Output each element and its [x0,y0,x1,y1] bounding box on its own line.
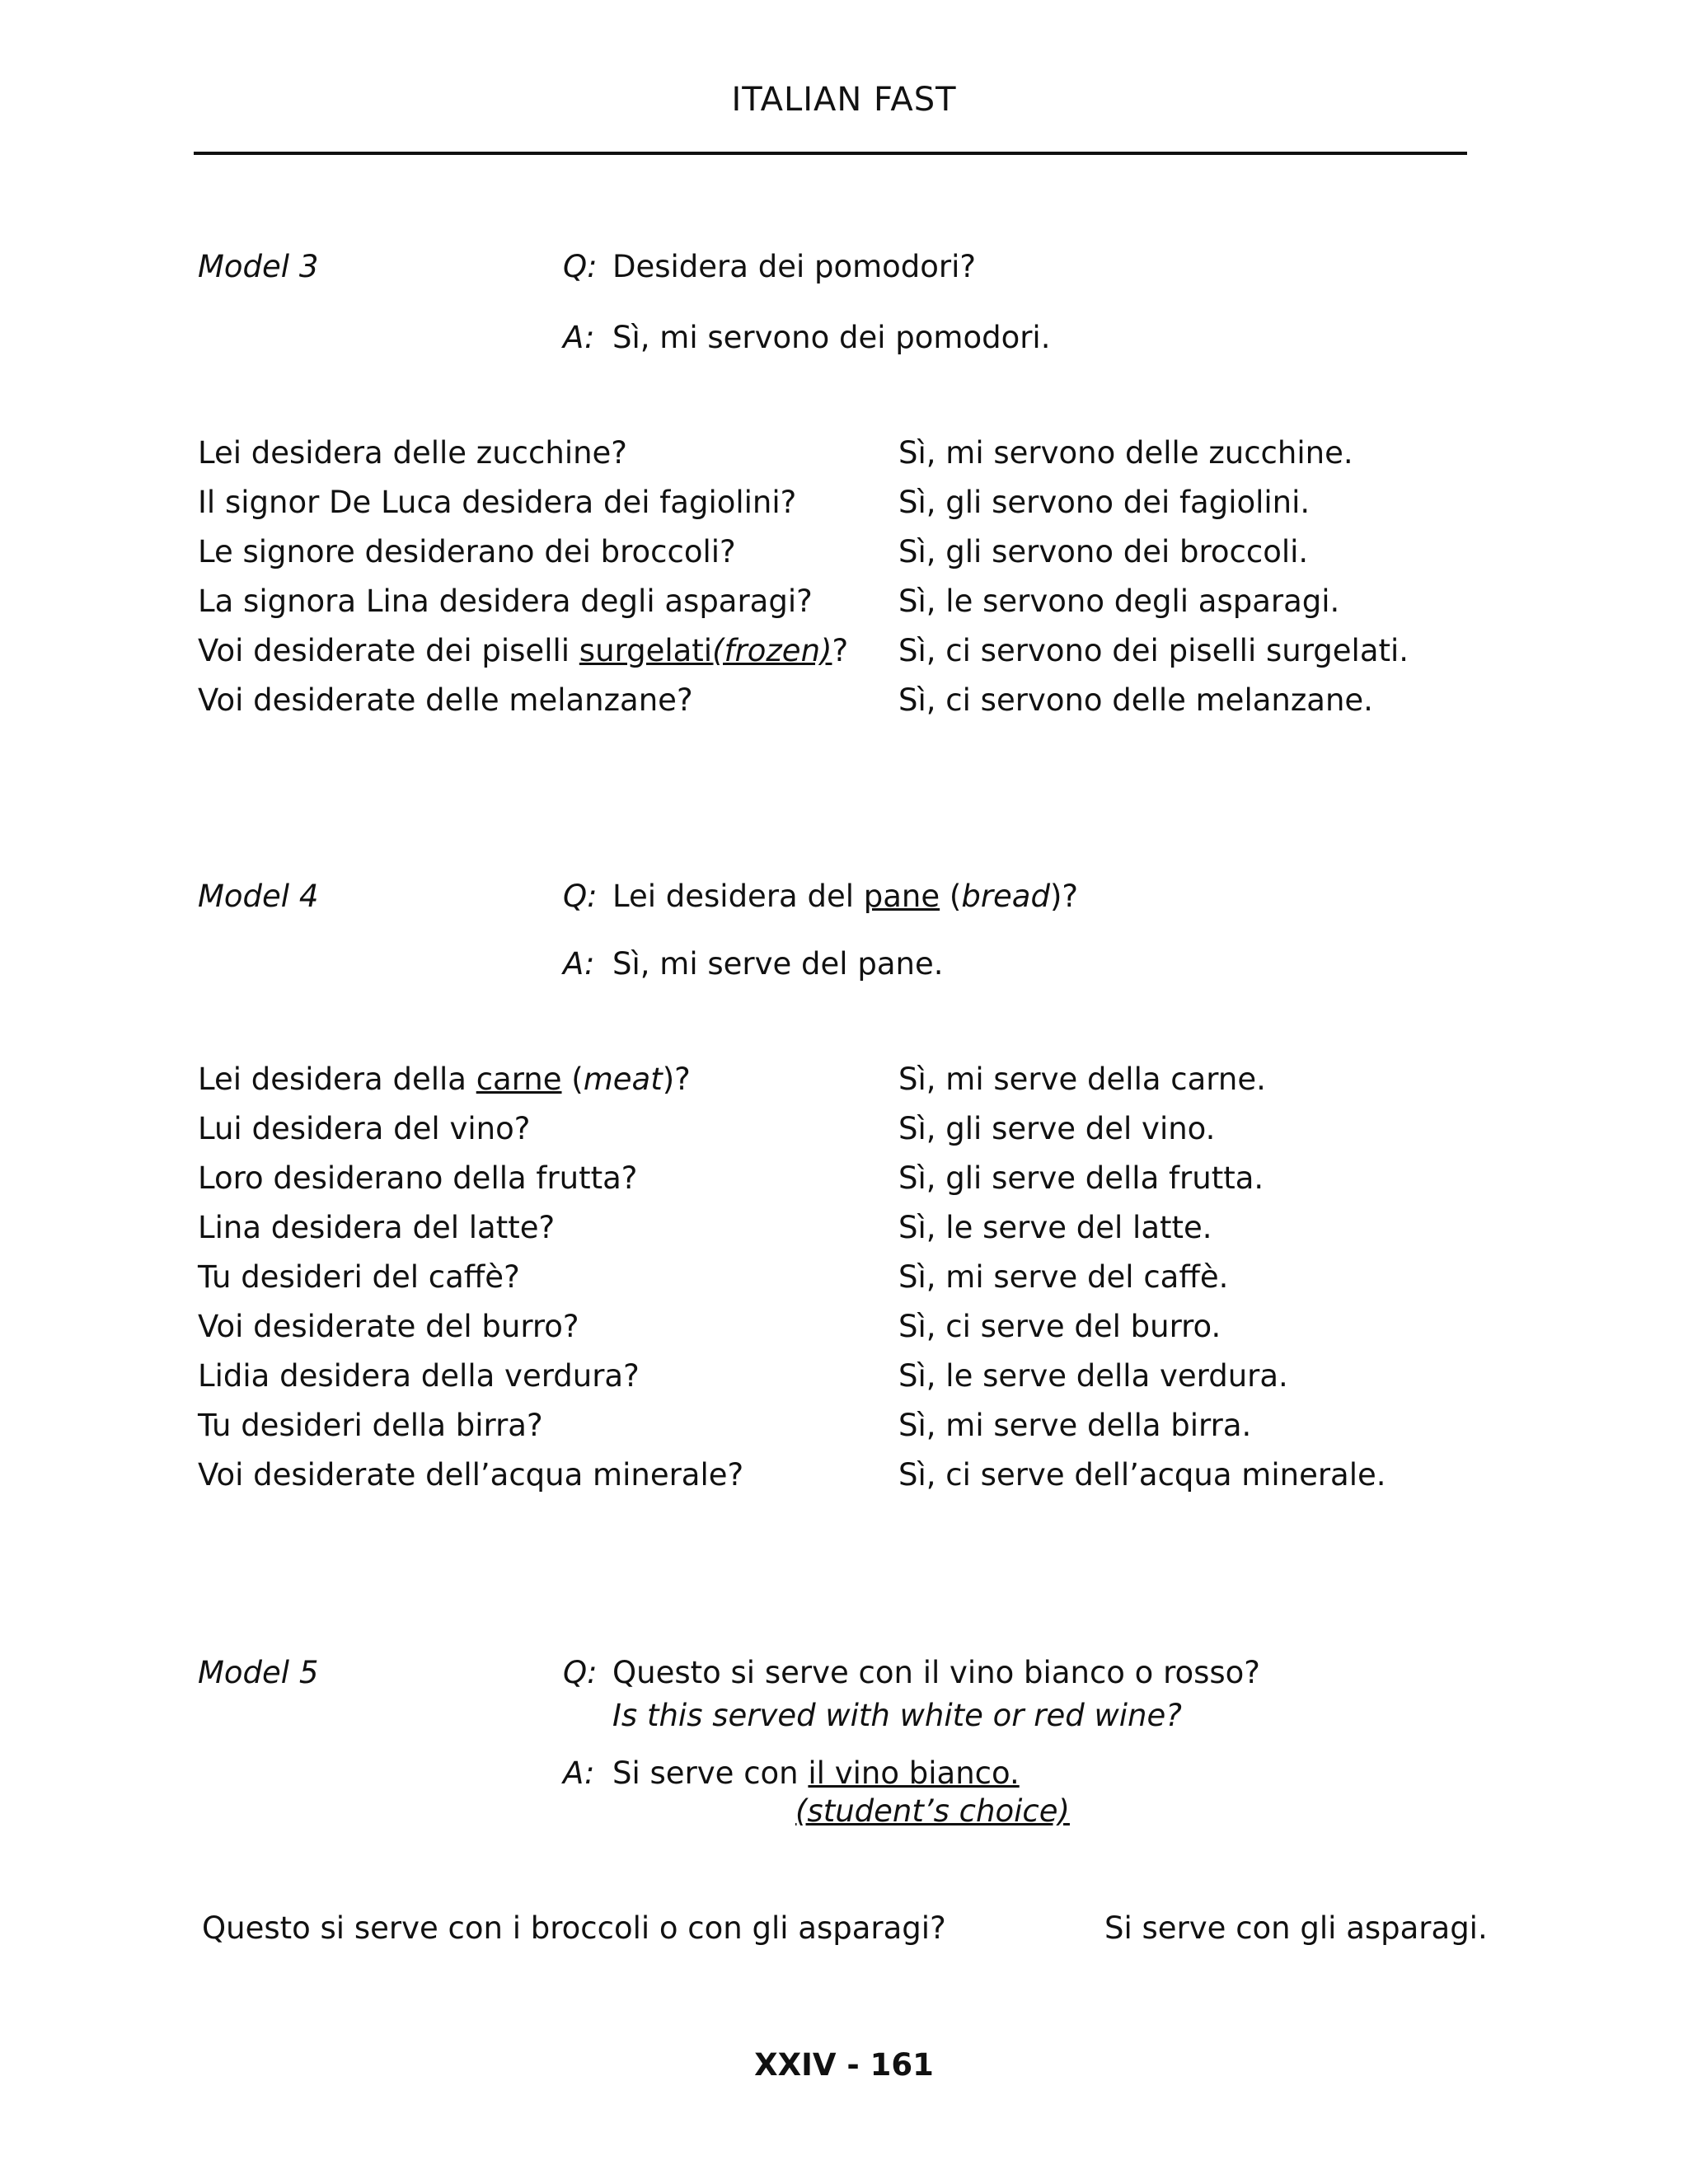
drill-question: La signora Lina desidera degli asparagi? [198,583,813,619]
model-5-question-text: Questo si serve con il vino bianco o rosso? [612,1655,1260,1690]
drill-question: Tu desideri del caffè? [198,1259,520,1295]
model-4-answer [563,946,943,982]
model-4-label: Model 4 [198,879,319,914]
drill-answer: Sì, ci servono dei piselli surgelati. [898,633,1409,668]
underlined-word: pane [863,879,940,914]
drill-answer: Sì, mi serve della carne. [898,1062,1266,1097]
model-3-answer [563,320,1050,355]
drill-answer: Sì, ci serve del burro. [898,1309,1221,1344]
model-3-answer-text: Sì, mi servono dei pomodori. [612,320,1051,355]
gloss: (frozen) [712,633,832,668]
page-number: XXIV - 161 [754,2047,934,2083]
drill-answer: Sì, mi servono delle zucchine. [898,435,1353,471]
model-4-drill-answers [898,1055,1386,1500]
drill-answer: Sì, mi serve della birra. [898,1408,1252,1443]
model-3-drill-questions [198,429,848,725]
drill-answer: Sì, mi serve del caffè. [898,1259,1229,1295]
gloss: bread [961,879,1050,914]
model-5-label: Model 5 [198,1655,319,1690]
student-choice-note: (student’s choice) [795,1793,1070,1829]
model-4-answer-text: Sì, mi serve del pane. [612,946,944,982]
drill-question: Le signore desiderano dei broccoli? [198,534,736,569]
drill-question: Lui desidera del vino? [198,1111,531,1146]
model-5-drill-answer: Si serve con gli asparagi. [1104,1910,1488,1946]
drill-question: Lei desidera della carne (meat)? [198,1062,691,1097]
drill-answer: Sì, ci serve dell’acqua minerale. [898,1457,1386,1493]
gloss: meat [583,1062,663,1097]
drill-answer: Sì, gli serve del vino. [898,1111,1216,1146]
page-header-title: ITALIAN FAST [731,81,957,119]
drill-answer: Sì, le serve della verdura. [898,1358,1288,1394]
a-tag: A: [563,1755,595,1791]
drill-answer: Sì, gli servono dei fagiolini. [898,485,1311,520]
a-tag: A: [563,320,595,355]
underlined-word: carne [476,1062,562,1097]
drill-question: Voi desiderate dell’acqua minerale? [198,1457,744,1493]
drill-answer: Sì, gli servono dei broccoli. [898,534,1309,569]
drill-answer: Sì, le servono degli asparagi. [898,583,1340,619]
model-3-label: Model 3 [198,249,319,284]
model-4-question: Q: Lei desidera del pane (bread)? [563,879,1079,914]
model-3-question [563,249,976,284]
drill-question: Tu desideri della birra? [198,1408,543,1443]
a-tag: A: [563,946,595,982]
model-5-question [563,1655,1260,1690]
drill-question: Lina desidera del latte? [198,1210,556,1245]
underlined-word: surgelati [579,633,713,668]
drill-answer: Sì, gli serve della frutta. [898,1160,1264,1196]
q-tag: Q: [563,879,598,914]
drill-question: Il signor De Luca desidera dei fagiolini? [198,485,797,520]
drill-answer: Sì, ci servono delle melanzane. [898,682,1373,718]
drill-question: Lidia desidera della verdura? [198,1358,640,1394]
model-5-drill-question: Questo si serve con i broccoli o con gli asparagi? [202,1910,946,1946]
drill-question: Voi desiderate dei piselli surgelati(frozen)? [198,633,849,668]
model-5-translation: Is this served with white or red wine? [612,1698,1182,1733]
q-tag: Q: [563,249,598,284]
drill-question: Voi desiderate delle melanzane? [198,682,693,718]
model-5-answer: A: Si serve con il vino bianco. [563,1755,1020,1791]
q-tag: Q: [563,1655,598,1690]
drill-question: Lei desidera delle zucchine? [198,435,627,471]
drill-question: Voi desiderate del burro? [198,1309,579,1344]
drill-question: Loro desiderano della frutta? [198,1160,638,1196]
model-3-question-text: Desidera dei pomodori? [612,249,977,284]
drill-answer: Sì, le serve del latte. [898,1210,1212,1245]
underlined-answer: il vino bianco. [808,1755,1020,1791]
header-rule [194,152,1467,155]
model-3-drill-answers [898,429,1409,725]
model-4-drill-questions [198,1055,743,1500]
